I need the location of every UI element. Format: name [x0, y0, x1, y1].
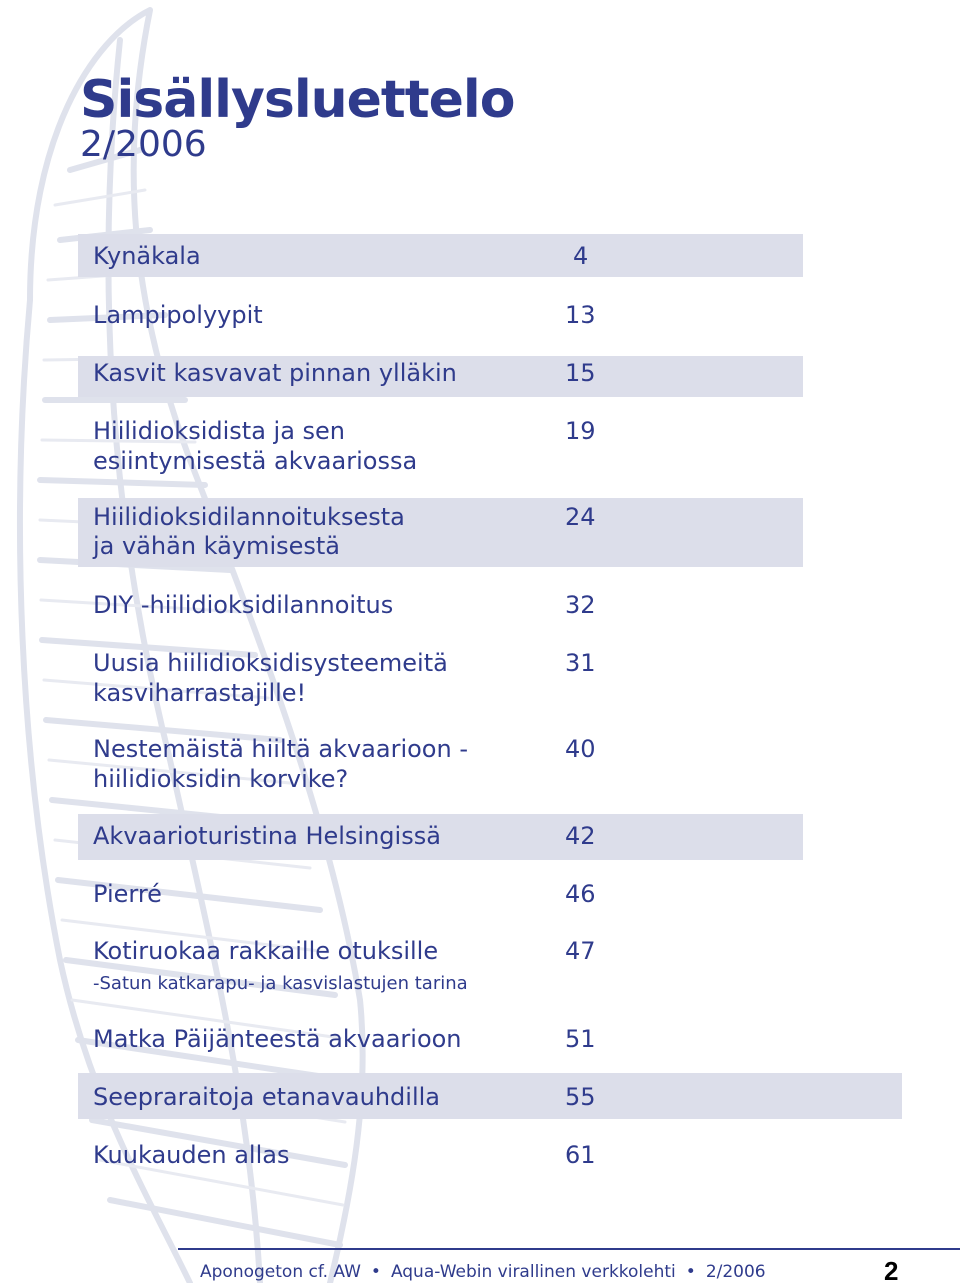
toc-entry-nestemaista[interactable]	[78, 734, 803, 798]
toc-entry-page: 15	[565, 359, 596, 387]
toc-entry-kynakala[interactable]	[78, 234, 803, 277]
toc-entry-title: Kasvit kasvavat pinnan ylläkin	[93, 359, 457, 387]
toc-entry-seepraraitoja[interactable]	[78, 1073, 902, 1119]
footer-publication: Aqua-Webin virallinen verkkolehti	[390, 1262, 676, 1282]
toc-entry-title: Kuukauden allas	[93, 1141, 290, 1169]
toc-entry-page: 4	[573, 242, 589, 270]
toc-entry-title-line-2: hiilidioksidin korvike?	[93, 765, 349, 793]
toc-entry-title-line-1: Hiilidioksidilannoituksesta	[93, 503, 405, 531]
toc-entry-title-line-1: Nestemäistä hiiltä akvaarioon -	[93, 735, 468, 763]
toc-entry-page: 46	[565, 880, 596, 908]
toc-entry-title-line-2: ja vähän käymisestä	[93, 532, 340, 560]
issue-number: 2/2006	[80, 124, 207, 165]
toc-entry-title-line-1: Uusia hiilidioksidisysteemeitä	[93, 649, 448, 677]
toc-entry-title: Pierré	[93, 880, 162, 908]
toc-entry-title: Matka Päijänteestä akvaarioon	[93, 1025, 462, 1053]
toc-entry-page: 61	[565, 1141, 596, 1169]
toc-entry-page: 32	[565, 591, 596, 619]
toc-entry-page: 13	[565, 301, 596, 329]
toc-entry-subtitle: -Satun katkarapu- ja kasvislastujen tarina	[93, 973, 468, 994]
toc-entry-title-line-2: esiintymisestä akvaariossa	[93, 447, 418, 475]
footer-rule	[178, 1248, 960, 1250]
toc-entry-page: 31	[565, 649, 596, 677]
page-title: Sisällysluettelo	[80, 70, 515, 130]
toc-entry-page: 47	[565, 937, 596, 965]
toc-entry-diy[interactable]	[78, 588, 803, 622]
toc-entry-hiilidioksidilannoituksesta[interactable]	[78, 498, 803, 567]
toc-entry-title-line-2: kasviharrastajille!	[93, 679, 307, 707]
toc-entry-kotiruokaa[interactable]	[78, 936, 803, 1000]
toc-entry-akvaarioturistina[interactable]	[78, 814, 803, 860]
footer	[200, 1262, 766, 1282]
toc-entry-title: Akvaarioturistina Helsingissä	[93, 822, 441, 850]
page-number: 2	[884, 1256, 899, 1286]
toc-entry-lampipolyypit[interactable]	[78, 298, 803, 332]
toc-entry-page: 19	[565, 417, 596, 445]
toc-entry-title: Kynäkala	[93, 242, 201, 270]
toc-entry-title-line-1: Hiilidioksidista ja sen	[93, 417, 346, 445]
toc-entry-hiilidioksidista[interactable]	[78, 414, 803, 478]
toc-entry-page: 55	[565, 1083, 596, 1111]
toc-entry-title: Kotiruokaa rakkaille otuksille	[93, 937, 439, 965]
toc-entry-kuukauden-allas[interactable]	[78, 1140, 803, 1174]
toc-entry-kasvit[interactable]	[78, 356, 803, 397]
toc-entry-pierre[interactable]	[78, 879, 803, 913]
toc-entry-title: Seepraraitoja etanavauhdilla	[93, 1083, 440, 1111]
toc-entry-matka[interactable]	[78, 1024, 803, 1058]
footer-separator: •	[370, 1262, 381, 1282]
toc-entry-page: 51	[565, 1025, 596, 1053]
toc-entry-title: Lampipolyypit	[93, 301, 263, 329]
toc-entry-uusia[interactable]	[78, 646, 803, 710]
footer-caption: Aponogeton cf. AW	[200, 1262, 361, 1282]
footer-separator: •	[685, 1262, 696, 1282]
toc-entry-page: 24	[565, 503, 596, 531]
toc-entry-page: 40	[565, 735, 596, 763]
footer-issue: 2/2006	[705, 1262, 766, 1282]
toc-entry-title: DIY -hiilidioksidilannoitus	[93, 591, 394, 619]
toc-entry-page: 42	[565, 822, 596, 850]
